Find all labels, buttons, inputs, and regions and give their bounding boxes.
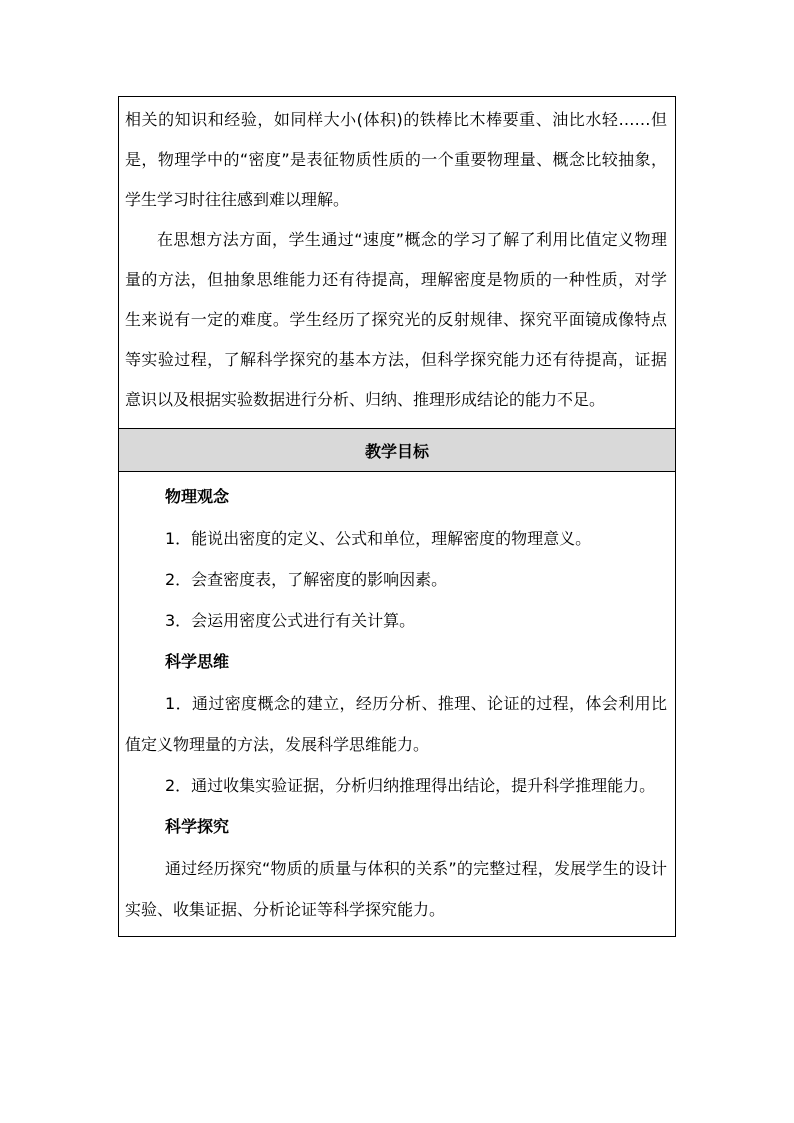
scientific-thinking-item-2: 2．通过收集实验证据，分析归纳推理得出结论，提升科学推理能力。 <box>165 776 656 795</box>
physics-concepts-item-2: 2．会查密度表，了解密度的影响因素。 <box>165 570 448 589</box>
scientific-thinking-item-1: 1．通过密度概念的建立，经历分析、推理、论证的过程，体会利用比值定义物理量的方法，发展科学思维能力。 <box>125 694 667 754</box>
objectives-header: 教学目标 <box>119 429 675 472</box>
lesson-plan-table <box>118 96 676 937</box>
section-heading-scientific-inquiry: 科学探究 <box>165 817 230 836</box>
analysis-paragraph-2: 在思想方法方面，学生通过“速度”概念的学习了解了利用比值定义物理量的方法，但抽象思维能力还有待提高，理解密度是物质的一种性质，对学生来说有一定的难度。学生经历了探究光的反射规律、探究平面镜成像特点等实验过程，了解科学探究的基本方法，但科学探究能力还有待提高，证据意识以及根据实验数据进行分析、归纳、推理形成结论的能力不足。 <box>125 230 667 409</box>
objectives-cell <box>119 472 675 936</box>
physics-concepts-item-1: 1．能说出密度的定义、公式和单位，理解密度的物理意义。 <box>165 529 592 548</box>
section-heading-physics-concepts: 物理观念 <box>165 487 230 506</box>
scientific-inquiry-item-1: 通过经历探究“物质的质量与体积的关系”的完整过程，发展学生的设计实验、收集证据、分析论证等科学探究能力。 <box>125 859 667 919</box>
section-heading-scientific-thinking: 科学思维 <box>165 652 230 671</box>
physics-concepts-item-3: 3．会运用密度公式进行有关计算。 <box>165 611 416 630</box>
analysis-paragraph-1: 相关的知识和经验，如同样大小(体积)的铁棒比木棒要重、油比水轻……但是，物理学中的“密度”是表征物质性质的一个重要物理量、概念比较抽象，学生学习时往往感到难以理解。 <box>125 110 667 209</box>
student-analysis-cell <box>119 97 675 429</box>
